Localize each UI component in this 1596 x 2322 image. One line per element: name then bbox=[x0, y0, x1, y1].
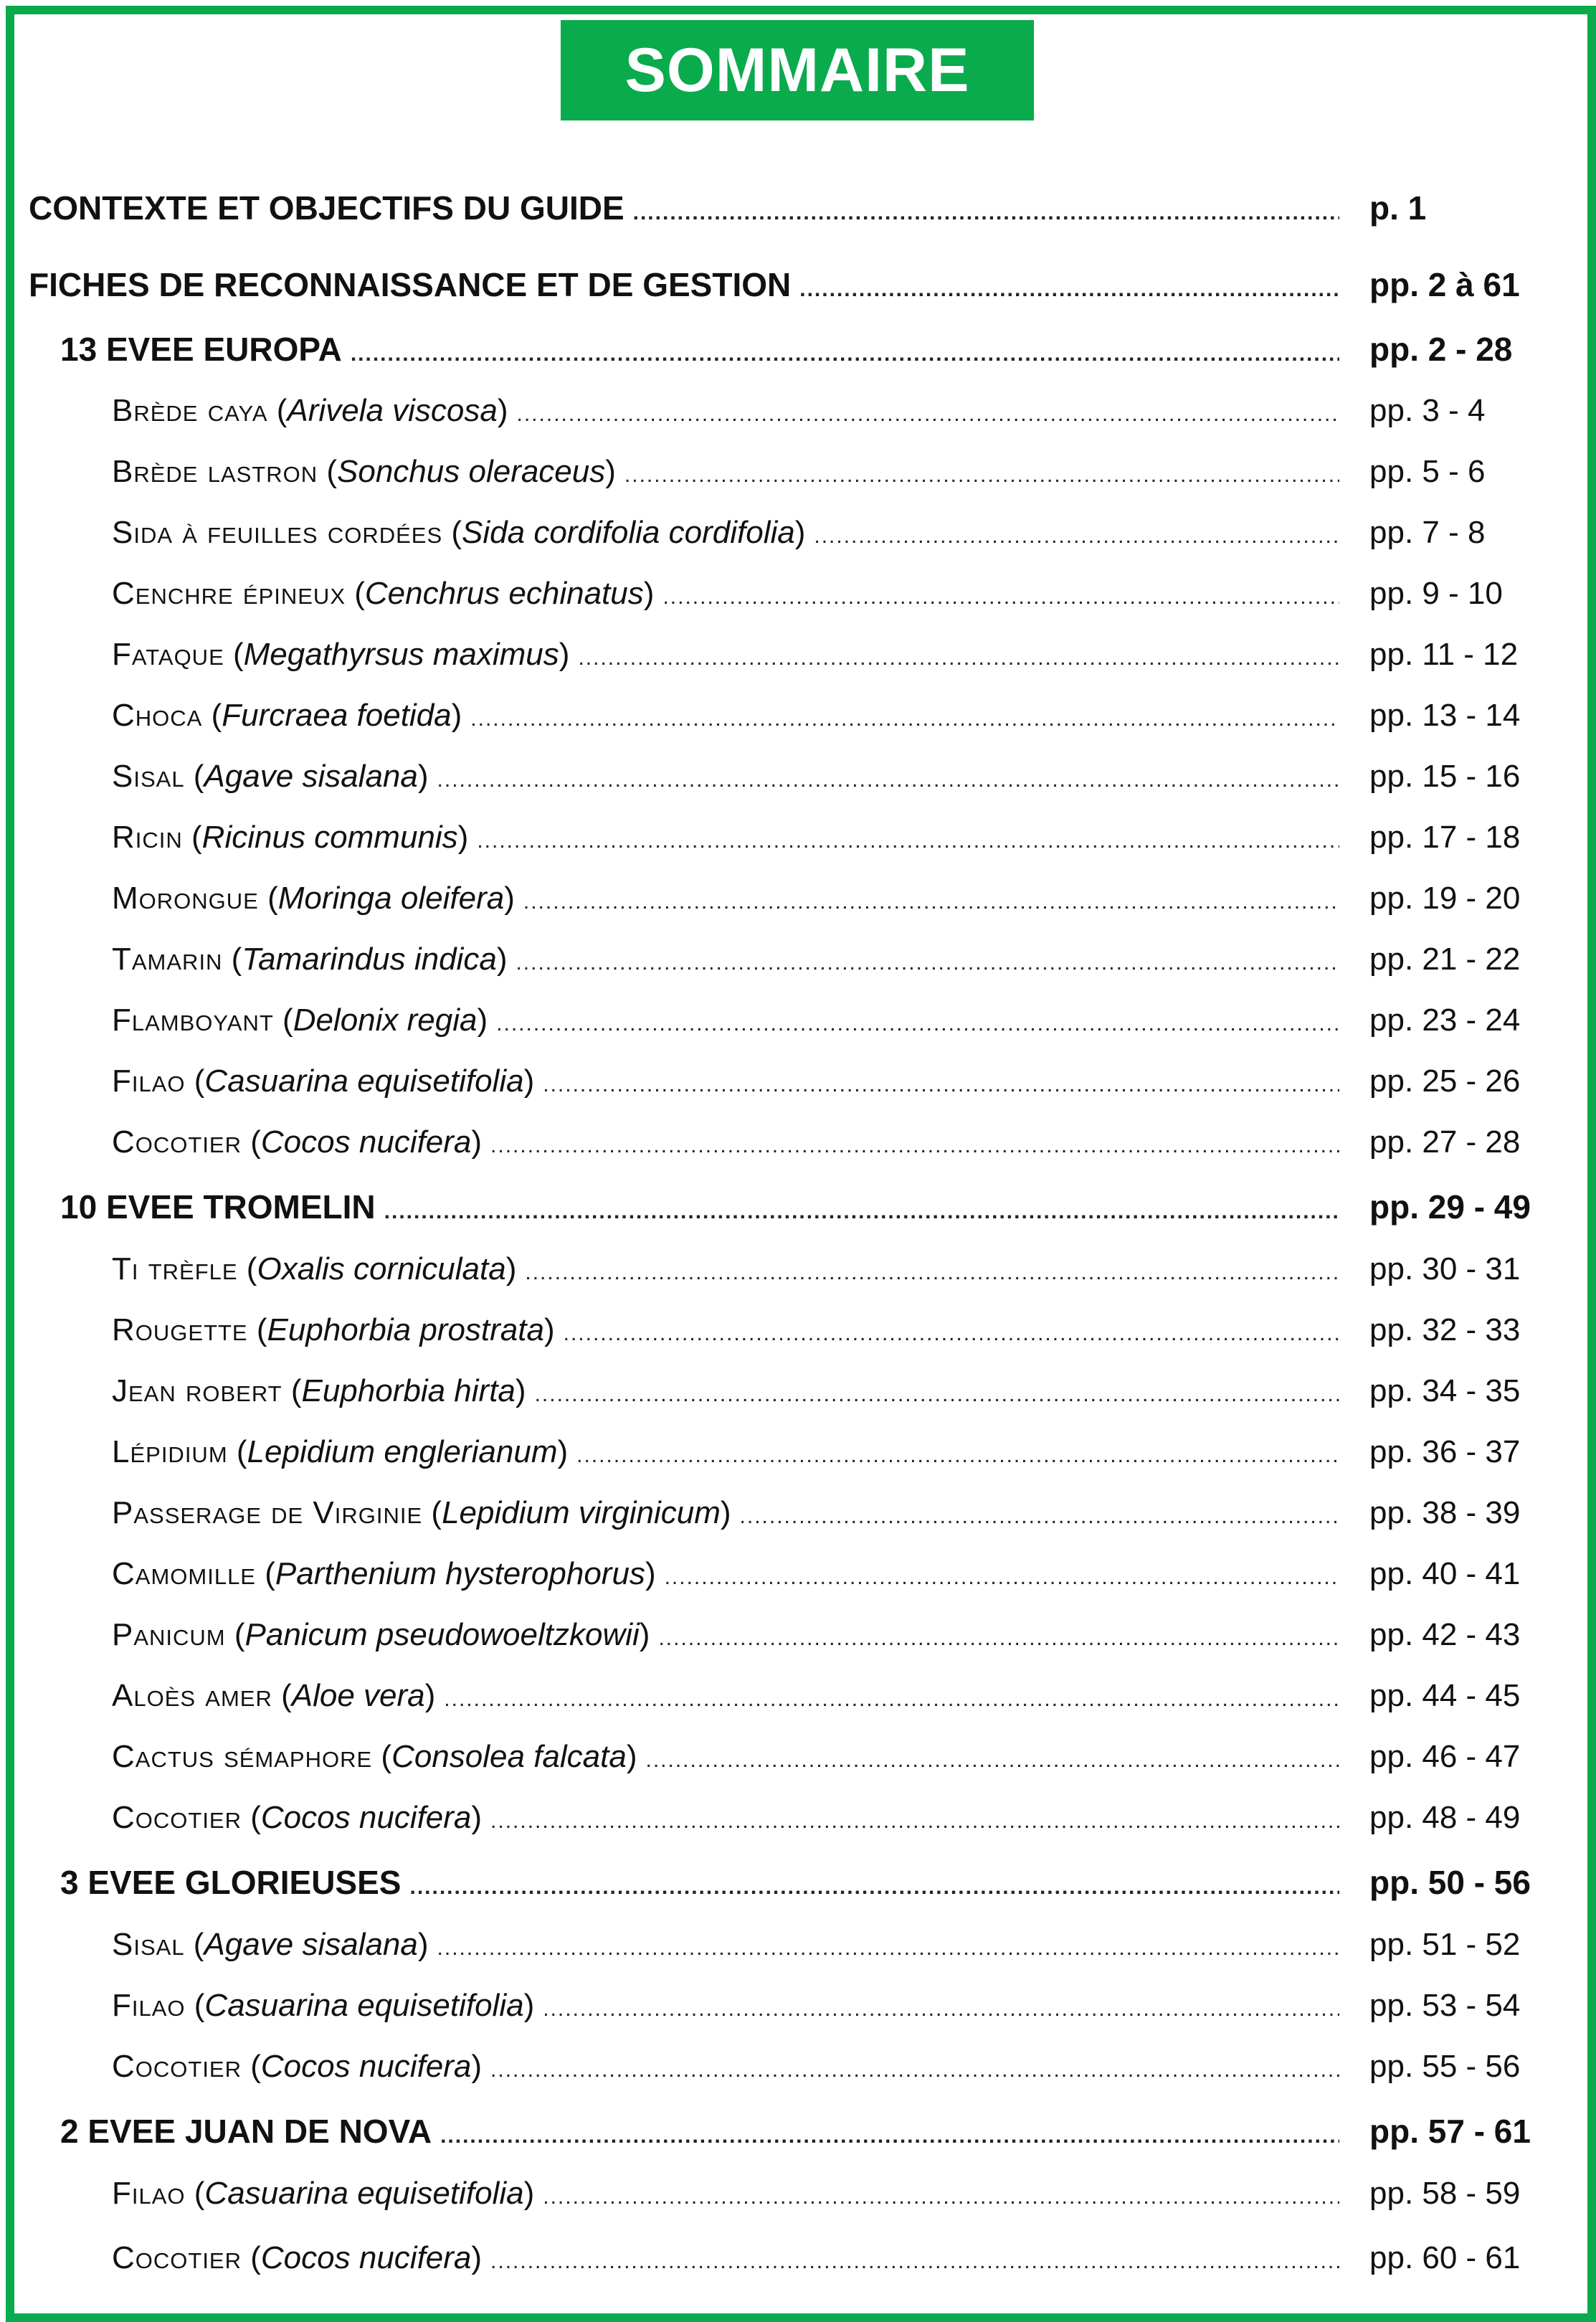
scientific-name: Euphorbia hirta bbox=[301, 1373, 516, 1408]
dot-leader bbox=[564, 1309, 1339, 1359]
entry-label: Panicum (Panicum pseudowoeltzkowii) bbox=[112, 1617, 650, 1652]
entry-title: CONTEXTE ET OBJECTIFS DU GUIDE bbox=[29, 189, 624, 227]
entry-label: Morongue (Moringa oleifera) bbox=[112, 881, 515, 916]
entry-label bbox=[29, 260, 791, 310]
dot-leader bbox=[440, 2111, 1339, 2161]
entry-label bbox=[60, 324, 342, 374]
dot-leader bbox=[645, 1735, 1339, 1786]
toc-species-entry[interactable] bbox=[112, 2042, 1521, 2092]
page-reference: pp. 3 - 4 bbox=[1369, 393, 1486, 428]
dot-leader bbox=[658, 1613, 1339, 1664]
entry-label: Filao (Casuarina equisetifolia) bbox=[112, 1988, 535, 2023]
toc-species-entry[interactable] bbox=[112, 995, 1521, 1046]
entry-label: Passerage de Virginie (Lepidium virginicum) bbox=[112, 1495, 731, 1530]
common-name: Flamboyant bbox=[112, 1003, 274, 1038]
toc-species-entry[interactable] bbox=[112, 1610, 1521, 1660]
entry-label: Cenchre épineux (Cenchrus echinatus) bbox=[112, 576, 655, 611]
dot-leader bbox=[578, 633, 1339, 683]
common-name: Cactus sémaphore bbox=[112, 1739, 373, 1774]
common-name: Brède lastron bbox=[112, 454, 318, 489]
dot-leader bbox=[535, 1370, 1339, 1420]
common-name: Filao bbox=[112, 1988, 186, 2023]
entry-label: Cactus sémaphore (Consolea falcata) bbox=[112, 1739, 637, 1774]
toc-species-entry[interactable] bbox=[112, 691, 1521, 741]
common-name: Brède caya bbox=[112, 393, 268, 428]
scientific-name: Arivela viscosa bbox=[287, 393, 498, 428]
page-reference: pp. 23 - 24 bbox=[1369, 1003, 1521, 1038]
toc-species-entry[interactable] bbox=[112, 1732, 1521, 1782]
scientific-name: Cenchrus echinatus bbox=[364, 576, 644, 611]
toc-species-entry[interactable] bbox=[112, 1056, 1521, 1106]
toc-species-entry[interactable] bbox=[112, 447, 1486, 497]
entry-label: Sisal (Agave sisalana) bbox=[112, 759, 429, 794]
toc-species-entry[interactable] bbox=[112, 1117, 1521, 1167]
scientific-name: Megathyrsus maximus bbox=[243, 637, 559, 672]
page-reference: pp. 19 - 20 bbox=[1369, 881, 1521, 916]
dot-leader bbox=[543, 2172, 1339, 2222]
dot-leader bbox=[525, 1248, 1339, 1298]
page-reference: pp. 60 - 61 bbox=[1369, 2240, 1521, 2275]
dot-leader bbox=[351, 329, 1339, 379]
toc-species-entry[interactable] bbox=[112, 1671, 1521, 1721]
dot-leader bbox=[516, 938, 1339, 988]
scientific-name: Lepidium englerianum bbox=[247, 1434, 558, 1469]
common-name: Ricin bbox=[112, 820, 183, 855]
toc-species-entry[interactable] bbox=[112, 934, 1521, 985]
common-name: Filao bbox=[112, 1063, 186, 1099]
toc-species-entry[interactable] bbox=[112, 2233, 1521, 2283]
page-reference: pp. 53 - 54 bbox=[1369, 1988, 1521, 2023]
dot-leader bbox=[384, 1187, 1339, 1237]
common-name: Tamarin bbox=[112, 942, 223, 977]
entry-label: Aloès amer (Aloe vera) bbox=[112, 1678, 436, 1713]
entry-title: 13 EVEE EUROPA bbox=[60, 331, 342, 368]
common-name: Cocotier bbox=[112, 2049, 242, 2084]
dot-leader bbox=[437, 755, 1339, 805]
entry-label: Sisal (Agave sisalana) bbox=[112, 1927, 429, 1962]
entry-label: Cocotier (Cocos nucifera) bbox=[112, 2240, 483, 2275]
entry-label bbox=[60, 2106, 432, 2156]
scientific-name: Oxalis corniculata bbox=[257, 1251, 506, 1286]
dot-leader bbox=[490, 2045, 1339, 2095]
page-reference: pp. 34 - 35 bbox=[1369, 1373, 1521, 1408]
toc-section-entry[interactable] bbox=[60, 1857, 1531, 1908]
page-reference: pp. 42 - 43 bbox=[1369, 1617, 1521, 1652]
dot-leader bbox=[799, 265, 1339, 315]
page-reference: pp. 15 - 16 bbox=[1369, 759, 1521, 794]
dot-leader bbox=[740, 1492, 1339, 1542]
scientific-name: Ricinus communis bbox=[201, 820, 458, 855]
entry-title: 2 EVEE JUAN DE NOVA bbox=[60, 2113, 432, 2150]
toc-species-entry[interactable] bbox=[112, 1981, 1521, 2031]
page-reference: pp. 36 - 37 bbox=[1369, 1434, 1521, 1469]
dot-leader bbox=[409, 1862, 1339, 1913]
toc-chapter-entry[interactable] bbox=[29, 260, 1520, 310]
page-reference: pp. 2 à 61 bbox=[1369, 266, 1520, 303]
scientific-name: Moringa oleifera bbox=[277, 881, 505, 916]
page-reference: pp. 17 - 18 bbox=[1369, 820, 1521, 855]
common-name: Cenchre épineux bbox=[112, 576, 346, 611]
dot-leader bbox=[490, 1796, 1339, 1847]
dot-leader bbox=[543, 1060, 1339, 1110]
entry-label: Flamboyant (Delonix regia) bbox=[112, 1003, 488, 1038]
dot-leader bbox=[444, 1674, 1339, 1725]
entry-label: Filao (Casuarina equisetifolia) bbox=[112, 1063, 535, 1099]
common-name: Lépidium bbox=[112, 1434, 228, 1469]
dot-leader bbox=[543, 1984, 1339, 2034]
page-reference: pp. 51 - 52 bbox=[1369, 1927, 1521, 1962]
entry-label: Brède caya (Arivela viscosa) bbox=[112, 393, 508, 428]
page-reference: pp. 50 - 56 bbox=[1369, 1864, 1531, 1901]
page-reference: p. 1 bbox=[1369, 189, 1427, 227]
common-name: Panicum bbox=[112, 1617, 226, 1652]
page-reference: pp. 40 - 41 bbox=[1369, 1556, 1521, 1591]
scientific-name: Agave sisalana bbox=[204, 759, 418, 794]
scientific-name: Agave sisalana bbox=[204, 1927, 418, 1962]
toc-species-entry[interactable] bbox=[112, 386, 1486, 436]
entry-label bbox=[29, 183, 624, 233]
common-name: Sida à feuilles cordées bbox=[112, 515, 443, 550]
page-reference: pp. 32 - 33 bbox=[1369, 1312, 1521, 1347]
scientific-name: Panicum pseudowoeltzkowii bbox=[244, 1617, 640, 1652]
scientific-name: Aloe vera bbox=[291, 1678, 425, 1713]
page-reference: pp. 55 - 56 bbox=[1369, 2049, 1521, 2084]
scientific-name: Furcraea foetida bbox=[222, 698, 452, 733]
common-name: Camomille bbox=[112, 1556, 256, 1591]
dot-leader bbox=[576, 1431, 1339, 1481]
scientific-name: Sonchus oleraceus bbox=[337, 454, 606, 489]
dot-leader bbox=[490, 1121, 1339, 1171]
toc-section-entry[interactable] bbox=[60, 324, 1513, 374]
toc-chapter-entry[interactable] bbox=[29, 183, 1427, 233]
page-title: SOMMAIRE bbox=[624, 35, 970, 105]
page-reference: pp. 9 - 10 bbox=[1369, 576, 1503, 611]
page-reference: pp. 57 - 61 bbox=[1369, 2113, 1531, 2150]
common-name: Rougette bbox=[112, 1312, 248, 1347]
common-name: Sisal bbox=[112, 759, 185, 794]
toc-species-entry[interactable] bbox=[112, 2169, 1521, 2219]
entry-label: Ricin (Ricinus communis) bbox=[112, 820, 469, 855]
scientific-name: Casuarina equisetifolia bbox=[204, 1063, 524, 1099]
common-name: Jean robert bbox=[112, 1373, 282, 1408]
common-name: Fataque bbox=[112, 637, 224, 672]
dot-leader bbox=[662, 572, 1339, 622]
page-reference: pp. 46 - 47 bbox=[1369, 1739, 1521, 1774]
page-reference: pp. 2 - 28 bbox=[1369, 331, 1513, 368]
entry-label: Lépidium (Lepidium englerianum) bbox=[112, 1434, 569, 1469]
toc-species-entry[interactable] bbox=[112, 1366, 1521, 1416]
page-reference: pp. 11 - 12 bbox=[1369, 637, 1519, 672]
common-name: Morongue bbox=[112, 881, 259, 916]
toc-species-entry[interactable] bbox=[112, 1549, 1521, 1599]
dot-leader bbox=[814, 511, 1339, 561]
toc-species-entry[interactable] bbox=[112, 873, 1521, 924]
entry-label: Cocotier (Cocos nucifera) bbox=[112, 2049, 483, 2084]
entry-label: Camomille (Parthenium hysterophorus) bbox=[112, 1556, 656, 1591]
entry-label: Tamarin (Tamarindus indica) bbox=[112, 942, 508, 977]
dot-leader bbox=[490, 2237, 1339, 2287]
page-reference: pp. 48 - 49 bbox=[1369, 1800, 1521, 1835]
scientific-name: Euphorbia prostrata bbox=[267, 1312, 544, 1347]
common-name: Cocotier bbox=[112, 2240, 242, 2275]
page-reference: pp. 29 - 49 bbox=[1369, 1188, 1531, 1226]
entry-label: Fataque (Megathyrsus maximus) bbox=[112, 637, 570, 672]
page-reference: pp. 58 - 59 bbox=[1369, 2176, 1521, 2211]
common-name: Choca bbox=[112, 698, 203, 733]
entry-label: Choca (Furcraea foetida) bbox=[112, 698, 462, 733]
toc-species-entry[interactable] bbox=[112, 1244, 1521, 1294]
page-reference: pp. 5 - 6 bbox=[1369, 454, 1486, 489]
entry-label: Brède lastron (Sonchus oleraceus) bbox=[112, 454, 616, 489]
common-name: Filao bbox=[112, 2176, 186, 2211]
scientific-name: Consolea falcata bbox=[391, 1739, 627, 1774]
dot-leader bbox=[470, 694, 1339, 744]
dot-leader bbox=[517, 389, 1339, 440]
page-reference: pp. 7 - 8 bbox=[1369, 515, 1486, 550]
entry-label: Jean robert (Euphorbia hirta) bbox=[112, 1373, 526, 1408]
page-reference: pp. 21 - 22 bbox=[1369, 942, 1521, 977]
page-reference: pp. 25 - 26 bbox=[1369, 1063, 1521, 1099]
page-reference: pp. 38 - 39 bbox=[1369, 1495, 1521, 1530]
common-name: Ti trèfle bbox=[112, 1251, 238, 1286]
toc-species-entry[interactable] bbox=[112, 630, 1519, 680]
entry-title: FICHES DE RECONNAISSANCE ET DE GESTION bbox=[29, 266, 792, 303]
entry-label: Ti trèfle (Oxalis corniculata) bbox=[112, 1251, 517, 1286]
entry-title: 3 EVEE GLORIEUSES bbox=[60, 1864, 402, 1901]
scientific-name: Tamarindus indica bbox=[242, 942, 497, 977]
entry-title: 10 EVEE TROMELIN bbox=[60, 1188, 376, 1226]
scientific-name: Delonix regia bbox=[293, 1003, 478, 1038]
dot-leader bbox=[437, 1923, 1339, 1973]
toc-species-entry[interactable] bbox=[112, 1920, 1521, 1970]
scientific-name: Cocos nucifera bbox=[260, 2049, 472, 2084]
dot-leader bbox=[523, 877, 1339, 927]
toc-species-entry[interactable] bbox=[112, 1793, 1521, 1843]
page-reference: pp. 44 - 45 bbox=[1369, 1678, 1521, 1713]
common-name: Aloès amer bbox=[112, 1678, 272, 1713]
scientific-name: Casuarina equisetifolia bbox=[204, 2176, 524, 2211]
entry-label: Cocotier (Cocos nucifera) bbox=[112, 1124, 483, 1160]
scientific-name: Cocos nucifera bbox=[260, 2240, 472, 2275]
common-name: Sisal bbox=[112, 1927, 185, 1962]
toc-species-entry[interactable] bbox=[112, 752, 1521, 802]
common-name: Cocotier bbox=[112, 1800, 242, 1835]
entry-label: Cocotier (Cocos nucifera) bbox=[112, 1800, 483, 1835]
scientific-name: Sida cordifolia cordifolia bbox=[462, 515, 795, 550]
toc-species-entry[interactable] bbox=[112, 569, 1503, 619]
common-name: Cocotier bbox=[112, 1124, 242, 1160]
dot-leader bbox=[496, 999, 1339, 1049]
toc-species-entry[interactable] bbox=[112, 812, 1521, 863]
entry-label: Sida à feuilles cordées (Sida cordifolia cordifolia) bbox=[112, 515, 806, 550]
entry-label bbox=[60, 1182, 376, 1232]
scientific-name: Parthenium hysterophorus bbox=[275, 1556, 645, 1591]
dot-leader bbox=[624, 450, 1339, 501]
entry-label: Filao (Casuarina equisetifolia) bbox=[112, 2176, 535, 2211]
toc-species-entry[interactable] bbox=[112, 508, 1486, 558]
common-name: Passerage de Virginie bbox=[112, 1495, 423, 1530]
dot-leader bbox=[633, 188, 1339, 238]
toc-species-entry[interactable] bbox=[112, 1427, 1521, 1477]
toc-species-entry[interactable] bbox=[112, 1305, 1521, 1355]
toc-section-entry[interactable] bbox=[60, 1182, 1531, 1232]
page-reference: pp. 30 - 31 bbox=[1369, 1251, 1521, 1286]
toc-species-entry[interactable] bbox=[112, 1488, 1521, 1538]
entry-label bbox=[60, 1857, 401, 1908]
scientific-name: Cocos nucifera bbox=[260, 1800, 472, 1835]
dot-leader bbox=[477, 816, 1339, 866]
entry-label: Rougette (Euphorbia prostrata) bbox=[112, 1312, 555, 1347]
dot-leader bbox=[665, 1553, 1339, 1603]
scientific-name: Casuarina equisetifolia bbox=[204, 1988, 524, 2023]
scientific-name: Cocos nucifera bbox=[260, 1124, 472, 1160]
page-reference: pp. 27 - 28 bbox=[1369, 1124, 1521, 1160]
scientific-name: Lepidium virginicum bbox=[442, 1495, 721, 1530]
toc-section-entry[interactable] bbox=[60, 2106, 1531, 2156]
page-reference: pp. 13 - 14 bbox=[1369, 698, 1521, 733]
